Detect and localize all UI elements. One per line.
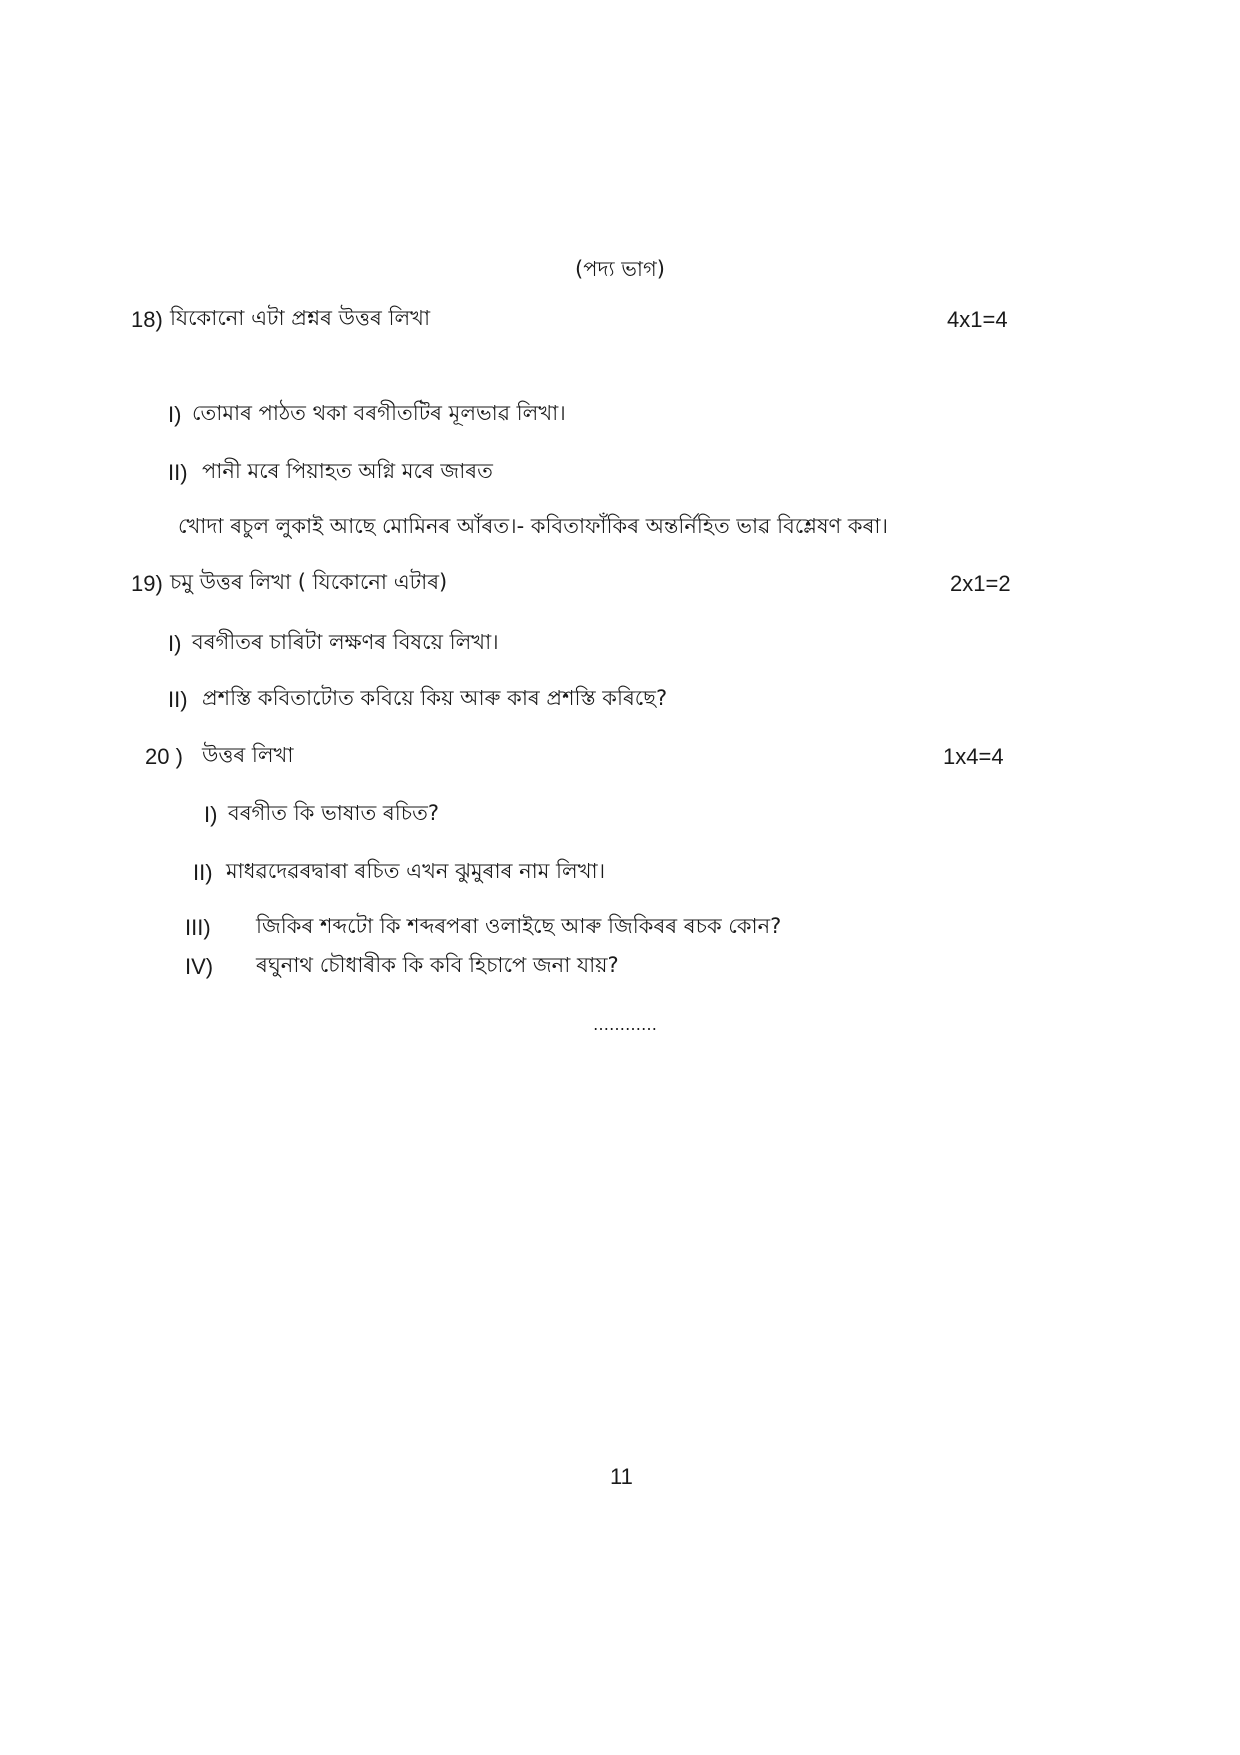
sub-question-label: II) <box>168 687 188 712</box>
end-dots: ………… <box>593 1015 657 1034</box>
sub-question-text: প্ৰশস্তি কবিতাটোত কবিয়ে কিয় আৰু কাৰ প্ৰশস্তি কৰিছে? <box>202 686 668 710</box>
sub-question-text: জিকিৰ শব্দটো কি শব্দৰপৰা ওলাইছে আৰু জিকিৰৰ ৰচক কোন? <box>256 914 782 938</box>
sub-question-label: I) <box>168 631 182 656</box>
section-title: (পদ্য ভাগ) <box>575 257 665 281</box>
sub-question-text: পানী মৰে পিয়াহত অগ্নি মৰে জাৰত <box>202 459 493 483</box>
question-text: উত্তৰ লিখা <box>202 743 294 767</box>
question-number: 18) <box>131 307 163 332</box>
sub-question-text: মাধৱদেৱৰদ্বাৰা ৰচিত এখন ঝুমুৰাৰ নাম লিখা। <box>226 859 606 883</box>
sub-question-label: I) <box>204 802 218 827</box>
question-text: চমু উত্তৰ লিখা ( যিকোনো এটাৰ) <box>170 570 448 594</box>
question-number: 19) <box>131 571 163 596</box>
sub-question-label: II) <box>168 460 188 485</box>
sub-question-label: II) <box>193 860 213 885</box>
sub-question-text: বৰগীত কি ভাষাত ৰচিত? <box>228 801 439 825</box>
sub-question-label: I) <box>168 402 182 427</box>
page-number: 11 <box>610 1464 633 1489</box>
question-marks: 1x4=4 <box>943 744 1004 769</box>
question-marks: 2x1=2 <box>950 571 1011 596</box>
sub-question-text: তোমাৰ পাঠত থকা বৰগীতটিৰ মূলভাৱ লিখা। <box>192 401 566 425</box>
sub-question-continuation: খোদা ৰচুল লুকাই আছে মোমিনৰ আঁৰত।- কবিতাফাঁকিৰ অন্তর্নিহিত ভাৱ বিশ্লেষণ কৰা। <box>178 514 889 538</box>
question-number: 20 ) <box>145 744 183 769</box>
question-text: যিকোনো এটা প্ৰশ্নৰ উত্তৰ লিখা <box>170 306 431 330</box>
sub-question-label: IV) <box>185 954 214 979</box>
question-marks: 4x1=4 <box>947 307 1008 332</box>
sub-question-label: III) <box>185 915 211 940</box>
sub-question-text: ৰঘুনাথ চৌধাৰীক কি কবি হিচাপে জনা যায়? <box>256 953 619 977</box>
sub-question-text: বৰগীতৰ চাৰিটা লক্ষণৰ বিষয়ে লিখা। <box>192 630 499 654</box>
